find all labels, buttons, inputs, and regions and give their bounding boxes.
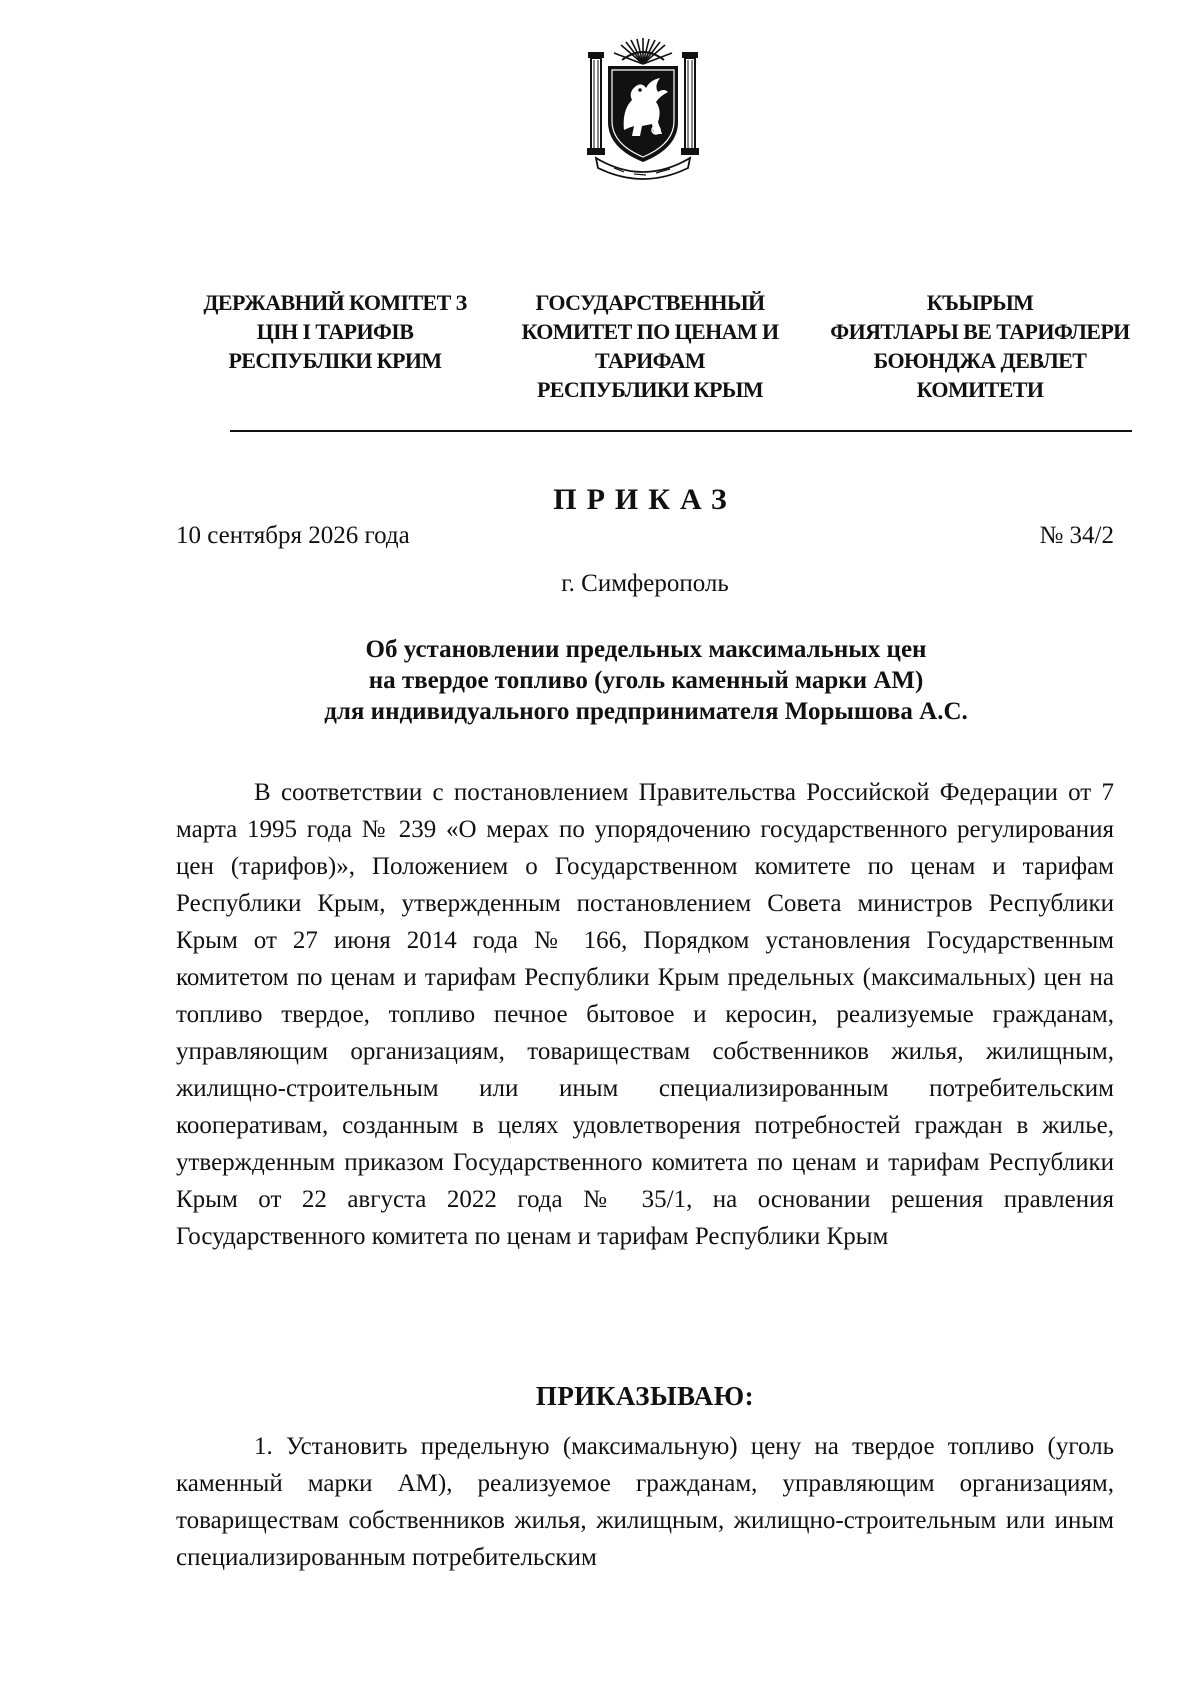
document-subject: Об установлении предельных максимальных цен на твердое топливо (уголь каменный марки АМ) для индивидуального предпринимателя Морышова А.С. (324, 636, 968, 725)
order-heading: ПРИКАЗЫВАЮ: (535, 1381, 755, 1411)
header-russian: ГОСУДАРСТВЕННЫЙ КОМИТЕТ ПО ЦЕНАМ И ТАРИФАМ РЕСПУБЛИКИ КРЫМ (521, 290, 779, 402)
header-divider (230, 430, 1132, 432)
document-number: № 34/2 (1039, 522, 1114, 549)
header-crimean-tatar: КЪЫРЫМ ФИЯТЛАРЫ ВЕ ТАРИФЛЕРИ БОЮНДЖА ДЕВЛЕТ КОМИТЕТИ (830, 290, 1130, 402)
document-date: 10 сентября 2026 года (176, 522, 410, 549)
agency-header (190, 288, 1140, 418)
document-type-title: ПРИКАЗ (553, 483, 737, 516)
preamble-paragraph: В соответствии с постановлением Правительства Российской Федерации от 7 марта 1995 года № 239 «О мерах по упорядочению государственного регулирования цен (тарифов)», Положением о Государственном комитете по ценам и тарифам Республики Крым, утвержденным постановлением Совета министров Республики Крым от 27 июня 2014 года № 166, Порядком установления Государственным комитетом по ценам и тарифам Республики Крым предельных (максимальных) цен на топливо твердое, топливо печное бытовое и керосин, реализуемые гражданам, управляющим организациям, товариществам собственников жилья, жилищным, жилищно-строительным или иным специализированным потребительским кооперативам, созданным в целях удовлетворения потребностей граждан в жилье, утвержденным приказом Государственного комитета по ценам и тарифам Республики Крым от 22 августа 2022 года № 35/1, на основании решения правления Государственного комитета по ценам и тарифам Республики Крым (176, 779, 1114, 1250)
header-ukrainian: ДЕРЖАВНИЙ КОМІТЕТ З ЦІН І ТАРИФІВ РЕСПУБЛІКИ КРИМ (203, 290, 467, 373)
document-city: г. Симферополь (561, 570, 729, 597)
order-item-1: 1. Установить предельную (максимальную) цену на твердое топливо (уголь каменный марки АМ), реализуемое гражданам, управляющим организациям, товариществам собственников жилья, жилищным, жилищно-строительным или иным специализированным потребительским (176, 1433, 1114, 1571)
crimea-coat-of-arms-icon (584, 30, 702, 180)
